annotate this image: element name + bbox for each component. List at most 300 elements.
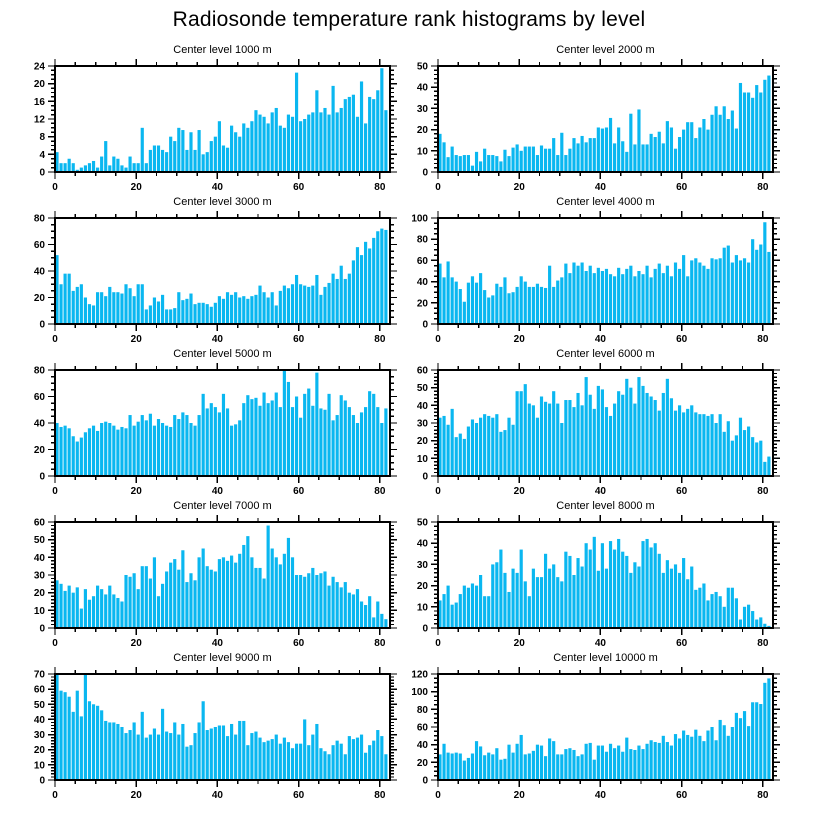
bar [323,287,326,324]
bar [133,426,136,476]
histogram-svg [0,362,409,498]
bar [641,386,644,476]
bar [141,712,144,780]
bar [68,428,71,476]
x-tick-label: 80 [374,334,386,345]
histogram-svg [409,362,818,498]
bar [589,138,592,172]
bar [250,557,253,628]
bar [128,415,131,476]
bar [463,302,466,324]
y-tick-label: 0 [422,623,428,635]
bar [637,271,640,324]
x-tick-label: 0 [52,182,58,193]
bar [536,577,539,628]
bar [64,692,67,780]
panel-plot [409,362,818,498]
bar [137,163,140,172]
bar [96,586,99,628]
bar [585,142,588,172]
bar [715,106,718,172]
bar [210,141,213,172]
bar [238,298,241,325]
bar [710,115,713,172]
bar [723,106,726,172]
bar [658,264,661,324]
bar [625,738,628,780]
bar [214,571,217,628]
bar [307,573,310,628]
bar [564,749,567,780]
bar [380,423,383,476]
bar [706,600,709,628]
bar [763,683,766,780]
bar [719,258,722,324]
bar [739,418,742,476]
bar [442,142,445,172]
bar [731,441,734,476]
bar [340,266,343,324]
bar [376,90,379,172]
bar [747,93,750,173]
bar [275,305,278,324]
y-tick-label: 20 [33,445,45,456]
bar [299,121,302,172]
bar [459,594,462,628]
bar [352,739,355,780]
bar [710,594,713,628]
bar [499,161,502,172]
x-tick-label: 40 [211,638,223,649]
bar [137,589,140,628]
bar [234,424,237,476]
bar [380,229,383,324]
bar [698,414,701,476]
bar [686,409,689,476]
bar [507,293,510,324]
x-tick-label: 20 [130,182,142,193]
bar [242,296,245,324]
bar [723,248,726,324]
bar [601,746,604,780]
bar [327,754,330,780]
bar [222,299,225,324]
bar [719,414,722,476]
bar [552,391,555,476]
x-tick-label: 40 [594,334,606,345]
bar [279,126,282,172]
bar [625,379,628,476]
bar [315,90,318,172]
bar [299,744,302,780]
bar [552,741,555,780]
bar [455,437,458,476]
bar [455,753,458,780]
bar [303,286,306,324]
y-tick-label: 10 [33,760,45,772]
bar [198,557,201,628]
bar [287,538,290,628]
bar [442,277,445,324]
bar [532,751,535,780]
bar [104,141,107,172]
bar [173,415,176,476]
histogram-panel [409,194,818,346]
bar [234,132,237,172]
bars-group [438,377,770,476]
bar [597,268,600,324]
bar [303,719,306,780]
bar [487,753,490,780]
bars-group [55,674,387,780]
bar [609,118,612,172]
bar [739,83,742,172]
panel-title: Center level 10000 m [553,652,658,664]
bar [360,735,363,780]
bar [311,406,314,476]
bar [76,691,79,780]
bar [68,159,71,172]
bar [613,550,616,628]
bar [727,421,730,476]
bar [613,143,616,172]
bar [528,754,531,781]
bar [193,580,196,628]
bar [202,549,205,629]
bar [246,128,249,172]
bar [137,284,140,324]
bar [560,423,563,476]
bar [384,230,387,324]
bar [128,577,131,628]
bar [678,573,681,628]
bar [654,742,657,780]
bar [633,404,636,476]
bar [670,398,673,476]
histogram-panel [0,650,409,802]
x-tick-label: 20 [513,790,525,801]
bar [694,138,697,172]
bar [287,382,290,476]
bar [323,108,326,172]
y-tick-label: 60 [416,722,428,734]
bar [710,727,713,780]
bar [662,273,665,324]
bar [173,141,176,172]
bar [641,749,644,780]
bar [161,423,164,476]
x-tick-label: 20 [130,486,142,497]
bar [291,284,294,324]
bar [710,414,713,476]
bar [153,146,156,173]
bar [694,590,697,628]
bar [487,416,490,476]
panel-plot [0,58,409,194]
y-tick-label: 40 [416,277,428,289]
bar [548,404,551,476]
bar [524,581,527,628]
bar [633,562,636,628]
bar [275,557,278,628]
panel-title: Center level 1000 m [173,44,272,56]
bar [459,754,462,781]
bar [92,305,95,324]
bar [743,93,746,173]
panel-title: Center level 9000 m [173,652,272,664]
bar [629,388,632,476]
bar [303,394,306,476]
bar [262,117,265,172]
x-tick-label: 60 [293,334,305,345]
bar [169,733,172,780]
bar [319,295,322,324]
bar [59,284,62,324]
bar [605,269,608,324]
bar [327,283,330,324]
bar [568,748,571,780]
bar [487,596,490,628]
histogram-panel [0,498,409,650]
bar [662,393,665,476]
bar [516,573,519,628]
bar [254,732,257,780]
y-tick-label: 40 [416,740,428,752]
y-tick-label: 16 [33,96,45,108]
bar [267,403,270,476]
bar [80,716,83,780]
bar [161,709,164,780]
bar [552,564,555,628]
bar [617,391,620,476]
bar [124,733,127,780]
bar [133,573,136,628]
x-tick-label: 20 [513,638,525,649]
bar [283,128,286,172]
bar [210,307,213,324]
bar [262,742,265,780]
bar [735,598,738,628]
bar [487,298,490,325]
bar [254,295,257,324]
bar [145,420,148,476]
bar [540,577,543,628]
bar [336,279,339,324]
bar [246,299,249,324]
bar [193,150,196,172]
y-tick-label: 20 [33,745,45,757]
bar [234,735,237,780]
panel-plot [409,666,818,802]
y-tick-label: 20 [416,125,428,137]
bar [332,274,335,324]
y-tick-label: 40 [33,552,45,564]
bar [96,292,99,324]
x-tick-label: 40 [211,486,223,497]
bar [352,95,355,172]
bar [442,416,445,476]
bar [487,155,490,172]
y-tick-label: 30 [33,730,45,742]
y-tick-label: 80 [33,365,45,377]
bar [202,394,205,476]
bar [169,563,172,628]
bar [116,724,119,780]
bar [516,287,519,324]
y-tick-label: 20 [33,79,45,91]
bar [581,567,584,628]
bar [702,414,705,476]
bar [442,594,445,628]
bar [682,255,685,324]
y-tick-label: 0 [39,623,45,635]
bar [364,605,367,628]
bar [678,269,681,324]
bar [483,596,486,628]
bar [507,418,510,476]
bar [572,263,575,324]
bar [336,415,339,476]
bar [287,742,290,780]
bar [141,566,144,628]
bar [556,281,559,324]
bar [540,397,543,477]
bar [368,248,371,324]
bar [682,130,685,172]
bar [238,420,241,476]
bar [384,619,387,628]
y-tick-label: 4 [39,149,45,161]
bar [613,404,616,476]
bar [157,419,160,476]
bar [447,586,450,628]
bar [238,554,241,628]
bar [576,756,579,780]
bar [124,284,127,324]
bar [715,423,718,476]
bar [682,558,685,628]
bar [271,739,274,780]
bar [499,760,502,780]
bar [153,729,156,780]
bar [536,284,539,324]
bar [597,571,600,628]
y-tick-label: 20 [416,581,428,593]
bar [198,415,201,476]
bar [230,724,233,780]
bar [307,287,310,324]
x-tick-label: 20 [513,182,525,193]
bar [650,547,653,628]
bar [315,575,318,628]
bar [702,266,705,324]
bar [112,292,115,324]
bar [686,122,689,172]
bar [593,138,596,172]
bar [206,304,209,324]
bar [625,152,628,172]
bar [250,121,253,172]
bar [532,569,535,628]
x-tick-label: 0 [52,790,58,801]
bar [198,130,201,172]
bar [88,163,91,172]
bar [585,377,588,476]
bar [193,733,196,780]
bar [108,722,111,780]
x-tick-label: 80 [757,334,769,345]
bar [165,152,168,172]
bar [621,395,624,476]
bar [511,148,514,172]
bar [637,746,640,780]
panel-title: Center level 4000 m [556,196,655,208]
bar [88,701,91,780]
bar [84,432,87,476]
bar [380,614,383,628]
y-tick-label: 20 [33,588,45,600]
bar [747,726,750,780]
x-tick-label: 40 [211,182,223,193]
bar [230,556,233,628]
y-tick-label: 40 [33,266,45,278]
bar [637,567,640,628]
bar [116,159,119,172]
bar [181,550,184,628]
bar [96,431,99,476]
bar [246,536,249,628]
bar [719,596,722,628]
bar [88,428,91,476]
bar [198,303,201,324]
bar [621,274,624,324]
y-tick-label: 0 [39,167,45,179]
y-tick-label: 120 [411,669,428,681]
bar [108,287,111,324]
bar [625,556,628,628]
bar [658,411,661,476]
bar [360,255,363,324]
bar [585,543,588,628]
bar [682,731,685,780]
bar [617,539,620,628]
bar [96,706,99,780]
bar [226,736,229,780]
bar [218,559,221,628]
bar [576,143,579,172]
bar [336,582,339,628]
bar [149,305,152,324]
bar [64,274,67,324]
bar [743,607,746,628]
bar [735,435,738,476]
bar [112,426,115,476]
bar [124,575,127,628]
bar [165,426,168,476]
bar [189,132,192,172]
bar [153,426,156,476]
bar [372,617,375,628]
bar [556,155,559,172]
bar [92,426,95,476]
bar [120,427,123,476]
bar [319,408,322,476]
bar [80,438,83,476]
y-tick-label: 10 [416,146,428,158]
bar [185,747,188,780]
bar [581,136,584,172]
bar [706,130,709,172]
